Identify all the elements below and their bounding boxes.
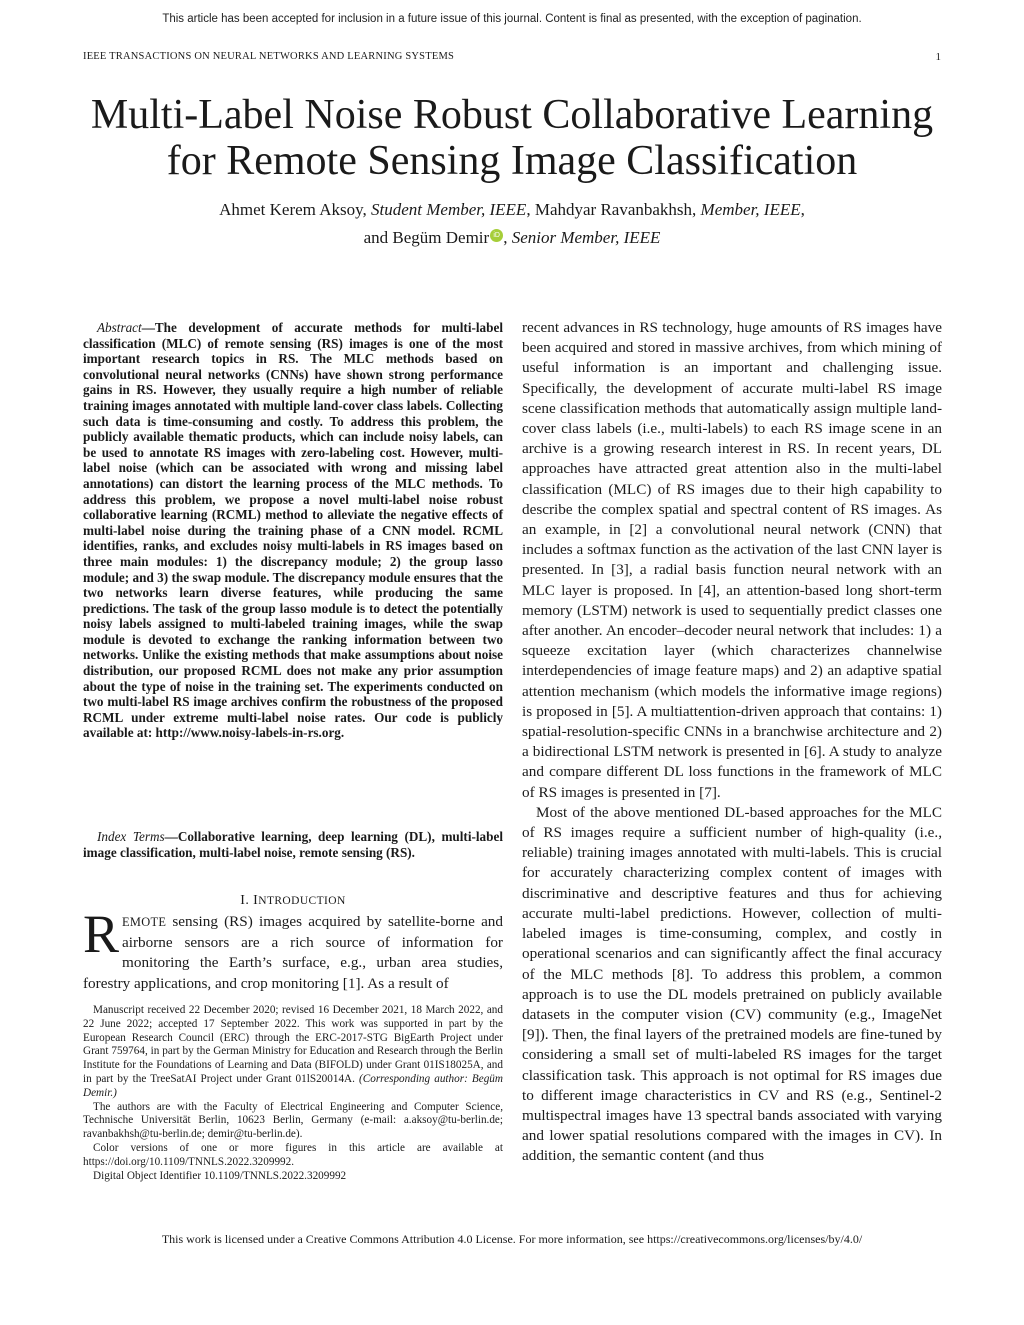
author-1-name: Ahmet Kerem Aksoy,: [219, 200, 367, 219]
footnotes: [83, 1004, 503, 1183]
author-1-role: Student Member, IEEE: [371, 200, 527, 219]
abstract-label: Abstract: [97, 320, 142, 335]
author-3-role: Senior Member, IEEE: [511, 228, 661, 247]
abstract-body: —The development of accurate methods for multi-label classification (MLC) of remote sensing (RS) images is one of the most important research topics in RS. The MLC methods based on convolutional neural networks (CNNs) have shown strong performance gains in RS. However, they usually require a high number of reliable training images annotated with multiple land-cover class labels. Collecting such data is time-consuming and costly. To address this problem, the publicly available thematic products, which can include noisy labels, can be used to annotate RS images with zero-labeling cost. However, multi-label noise (which can be associated with wrong and missing label annotations) can distort the learning process of the MLC methods. To address this problem, we propose a novel multi-label noise robust collaborative learning (RCML) method to alleviate the negative effects of multi-label noise during the training phase of a CNN model. RCML identifies, ranks, and excludes noisy multi-labels in RS images based on three main modules: 1) the discrepancy module; 2) the group lasso module; and 3) the swap module. The discrepancy module ensures that the two networks learn diverse features, while producing the same predictions. The task of the group lasso module is to detect the potentially noisy labels assigned to multi-labeled training images, while the swap module is devoted to exchange the ranking information between two networks. Unlike the existing methods that make assumptions about noise distribution, our proposed RCML does not make any prior assumption about the type of noise in the training set. The experiments conducted on two multi-label RS image archives confirm the robustness of the proposed RCML under extreme multi-label noise rates. Our code is publicly available at: http://www.noisy-labels-in-rs.org.: [83, 320, 503, 741]
intro-text-body: sensing (RS) images acquired by satellite-borne and airborne sensors are a rich source of information for monitoring the Earth’s surface, e.g., urban area studies, forestry applications, and crop monitoring [1]. As a result of: [83, 913, 503, 992]
license-footer: This work is licensed under a Creative Commons Attribution 4.0 License. For more information, see https://creativecommons.org/licenses/by/4.0/: [161, 1232, 863, 1246]
page-number: 1: [935, 51, 941, 63]
corresponding-author: (Corresponding author: Begüm Demir.): [83, 1072, 503, 1099]
section-number: I.: [240, 893, 250, 908]
introduction-paragraph: [83, 904, 503, 994]
section-title-rest: NTRODUCTION: [258, 895, 346, 907]
paragraph-1: recent advances in RS technology, huge amounts of RS images have been acquired and stored in massive archives, from which mining of useful information is an important and challenging issue. Specifically, the development of accurate multi-label RS image scene classification methods that automatically assign multiple land-cover class labels (i.e., multi-labels) to each RS image scene in an archive is a growing research interest in RS. In recent years, DL approaches have attracted great attention also in the multi-label classification (MLC) of RS images due to their high capability to describe the complex spatial and spectral content of RS images. As an example, in [2] a convolutional neural network (CNN) that includes a softmax function as the activation of the last CNN layer is presented. In [3], a radial basis function neural network with an MLC layer is proposed. In [4], an attention-based long short-term memory (LSTM) network is used to sequentially predict classes one after another. An encoder–decoder neural network that includes: 1) a squeeze excitation layer (which characterizes channelwise interdependencies of image feature maps) and 2) an adaptive spatial attention mechanism (which models the informative image regions) is proposed in [5]. A multiattention-driven approach that contains: 1) spatial-resolution-specific CNNs in a branchwise architecture and 2) a bidirectional LSTM network is presented in [6]. A study to analyze and compare different DL loss functions in the framework of MLC of RS images is presented in [7].: [522, 319, 942, 801]
footnote-color-versions: Color versions of one or more figures in this article are available at https://doi.org/10.1109/TNNLS.2022.3209992.: [83, 1141, 503, 1168]
author-3-sep: ,: [503, 228, 508, 247]
index-terms-body: —Collaborative learning, deep learning (DL), multi-label image classification, multi-label noise, remote sensing (RS).: [83, 829, 503, 860]
acceptance-banner: This article has been accepted for inclusion in a future issue of this journal. Content is final as presented, with the exception of pagination.: [162, 13, 862, 25]
footnote-manuscript-text: Manuscript received 22 December 2020; revised 16 December 2021, 18 March 2022, and 22 June 2022; accepted 17 September 2022. This work was supported in part by the European Research Council (ERC) through the ERC-2017-STG BigEarth Project under Grant 759764, in part by the German Ministry for Education and Research through the Berlin Institute for the Foundations of Learning and Data (BIFOLD) under Grant 01IS18025A, and in part by the TreeSatAI Project under Grant 01lS20014A.: [83, 1004, 503, 1085]
running-head: IEEE TRANSACTIONS ON NEURAL NETWORKS AND LEARNING SYSTEMS: [83, 51, 455, 62]
paragraph-2: Most of the above mentioned DL-based approaches for the MLC of RS images require a sufficient number of high-quality (i.e., reliable) training images annotated with multi-labels. This is crucial for accurately characterizing complex content of images with discriminative and descriptive features and thus for achieving accurate multi-label predictions. However, collection of multi-labeled images is time-consuming, complex, and costly in operational scenarios and can significantly affect the final accuracy of the MLC methods [8]. To address this problem, a common approach is to use the DL models pretrained on publicly available datasets in the computer vision (CV) community (e.g., ImageNet [9]). Then, the final layers of the pretrained models are fine-tuned by considering a small set of multi-labeled RS images for the target classification task. This approach is not optimal for RS images due to different image characteristics in CV and RS (e.g., Sentinel-2 multispectral images have 13 spectral bands associated with varying and lower spatial resolutions compared with the images in CV). In addition, the semantic content (and thus: [522, 803, 942, 1165]
author-2-sep: ,: [800, 200, 805, 219]
title-line-1: Multi-Label Noise Robust Collaborative Learning: [90, 92, 934, 138]
title-line-2: for Remote Sensing Image Classification: [166, 138, 858, 184]
footnote-doi: Digital Object Identifier 10.1109/TNNLS.2022.3209992: [93, 1169, 347, 1182]
section-heading-introduction: [83, 893, 503, 909]
paper-title: [60, 92, 964, 184]
author-list: [60, 196, 964, 252]
intro-smallcaps: EMOTE: [122, 915, 167, 929]
author-3-name: and Begüm Demir: [363, 228, 490, 247]
author-line-1: [60, 196, 964, 224]
author-line-2: [60, 224, 964, 252]
section-first-letter: I: [253, 893, 259, 908]
orcid-icon[interactable]: iD: [490, 229, 503, 242]
index-terms: [83, 829, 503, 860]
footnote-affiliation: The authors are with the Faculty of Electrical Engineering and Computer Science, Technische Universität Berlin, 10623 Berlin, Germany (e-mail: a.aksoy@tu-berlin.de; ravanbakhsh@tu-berlin.de; demir@tu-berlin.de).: [83, 1100, 503, 1141]
footnote-manuscript: [83, 1004, 503, 1101]
author-2-name: , Mahdyar Ravanbakhsh,: [526, 200, 697, 219]
right-column-text: [522, 318, 942, 1167]
abstract: [83, 320, 503, 741]
drop-cap: R: [83, 904, 120, 964]
index-terms-label: Index Terms: [97, 829, 165, 844]
author-2-role: Member, IEEE: [700, 200, 801, 219]
